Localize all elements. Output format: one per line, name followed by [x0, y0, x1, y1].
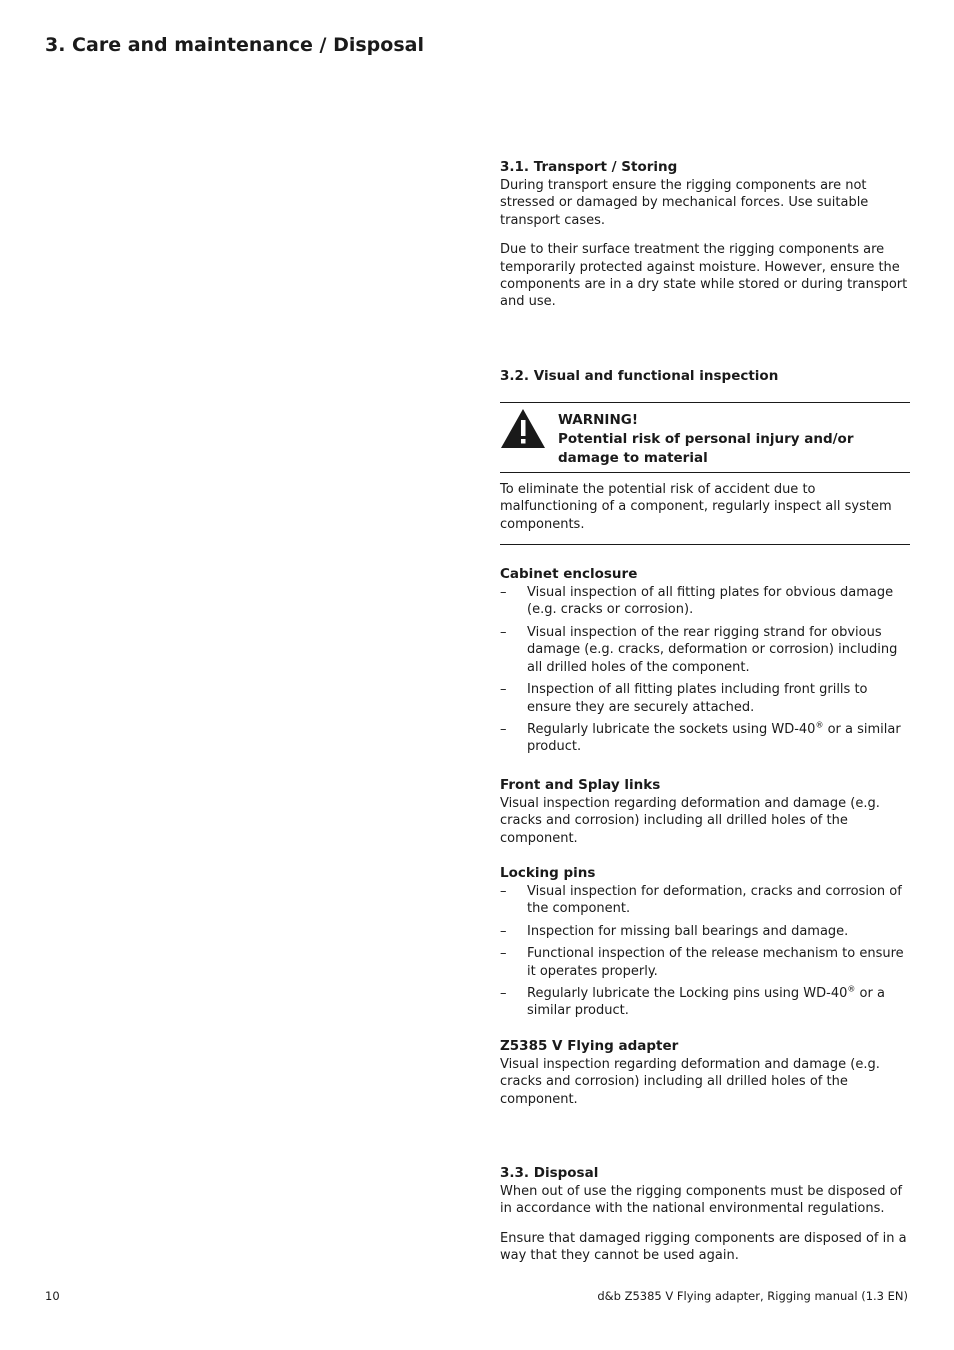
document-title: d&b Z5385 V Flying adapter, Rigging manual (1.3 EN): [597, 1289, 908, 1303]
section-3-2-heading: 3.2. Visual and functional inspection: [500, 367, 779, 384]
section-3-3-paragraph-1: When out of use the rigging components must be disposed of in accordance with the national environmental regulations.: [500, 1184, 903, 1217]
list-item: – Regularly lubricate the sockets using WD-40® or a similar product.: [500, 720, 901, 755]
flying-adapter-heading: Z5385 V Flying adapter: [500, 1037, 679, 1054]
page-number: 10: [45, 1289, 60, 1303]
list-item: – Visual inspection for deformation, cracks and corrosion of the component.: [500, 883, 902, 917]
list-item: – Visual inspection of the rear rigging strand for obvious damage (e.g. cracks, deformation or corrosion) including all drilled holes of the component.: [500, 624, 898, 675]
list-item: – Regularly lubricate the Locking pins using WD-40® or a similar product.: [500, 984, 885, 1019]
list-item: – Inspection of all fitting plates including front grills to ensure they are securely attached.: [500, 682, 868, 715]
section-3-1-heading: 3.1. Transport / Storing: [500, 159, 678, 175]
warning-triangle-icon: [500, 408, 546, 449]
content-column: [500, 158, 910, 1265]
warning-box: [500, 402, 910, 473]
cabinet-enclosure-heading: Cabinet enclosure: [500, 566, 638, 583]
warning-title: WARNING!: [558, 411, 638, 428]
list-item: – Inspection for missing ball bearings and damage.: [500, 923, 849, 939]
warning-text: Potential risk of personal injury and/or damage to material: [558, 430, 854, 466]
locking-pins-list: [500, 883, 910, 1020]
flying-adapter-text: Visual inspection regarding deformation and damage (e.g. cracks and corrosion) including all drilled holes of the component.: [500, 1056, 880, 1107]
front-splay-links-heading: Front and Splay links: [500, 776, 661, 793]
section-3-3-heading: 3.3. Disposal: [500, 1165, 599, 1181]
list-item: – Visual inspection of all fitting plates for obvious damage (e.g. cracks or corrosion).: [500, 585, 894, 618]
cabinet-enclosure-list: [500, 584, 910, 756]
locking-pins-heading: Locking pins: [500, 864, 596, 881]
warning-body: To eliminate the potential risk of accident due to malfunctioning of a component, regularly inspect all system components.: [500, 481, 892, 532]
section-3-1-paragraph-1: During transport ensure the rigging components are not stressed or damaged by mechanical forces. Use suitable transport cases.: [500, 178, 869, 228]
front-splay-links-text: Visual inspection regarding deformation and damage (e.g. cracks and corrosion) including all drilled holes of the component.: [500, 795, 880, 846]
section-3-1-paragraph-2: Due to their surface treatment the rigging components are temporarily protected against moisture. However, ensure the components are in a dry state while stored or during transport and use.: [500, 242, 908, 310]
chapter-title: 3. Care and maintenance / Disposal: [45, 34, 424, 56]
list-item: – Functional inspection of the release mechanism to ensure it operates properly.: [500, 946, 904, 979]
section-3-3-paragraph-2: Ensure that damaged rigging components are disposed of in a way that they cannot be used again.: [500, 1230, 907, 1264]
